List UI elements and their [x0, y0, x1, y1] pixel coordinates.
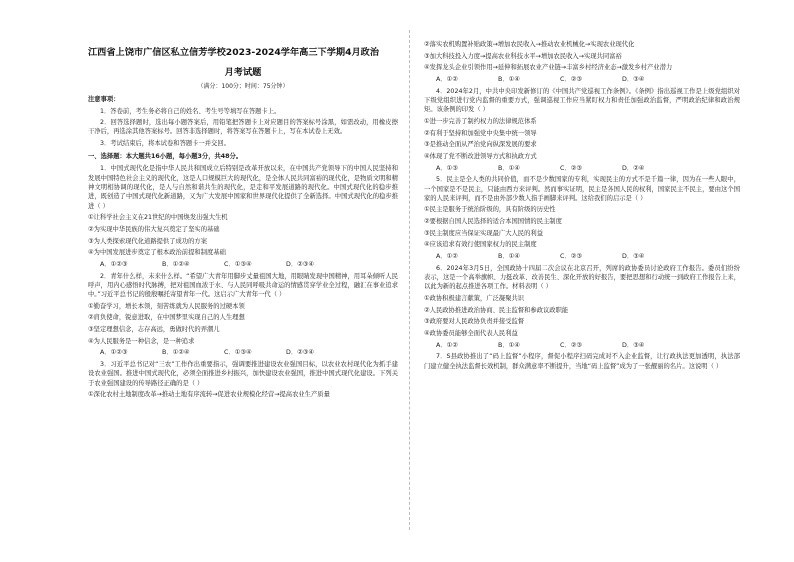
question-2-stem: 2．青年什么样，未来什么样。“希望广大青年用脚步丈量祖国大地，用眼睛发现中国精神，用耳朵倾听人民呼声，用内心感悟时代脉搏，把对祖国血浓于水、与人民同呼吸共命运的情感贯穿学业全过程，融汇在事业追求中。”习近平总书记的殷殷嘱托寄望青年一代。这启示广大青年一代（ ） — [88, 272, 398, 299]
question-3-option: ④发挥龙头企业引领作用→延伸和拓展农业产业链→丰富乡村经济业态→激发乡村产业潜力 — [424, 64, 673, 72]
question-3-stem: 3．习近平总书记对“三农”工作作出重要指示，强调要推进建设农业强国目标，以农业农村现代化为抓手建设农业强国。推进中国式现代化，必须全面推进乡村振兴，加快建设农业强国，推进中国式现代化建设。下列关于农业强国建设的传导路径正确的是（ ） — [88, 361, 398, 387]
question-2-option: ②肩负使命，锐意进取，在中国梦里实现自己的人生理想 — [88, 314, 245, 322]
question-4-answers — [436, 164, 740, 173]
answer-d: D．②④ — [622, 164, 645, 172]
question-2-option: ④为人民服务是一种信念，是一种追求 — [88, 337, 195, 345]
notice-item: 1．答卷前，考生务必将自己的姓名、考生号等填写在答题卡上。 — [100, 107, 281, 115]
question-5-option: ②要根据自国人民选择的适合本国国情的民主制度 — [424, 218, 562, 226]
question-2-option: ①勤奋学习，增长本领，刻苦练就为人民服务的过硬本领 — [88, 302, 245, 310]
right-column — [424, 40, 740, 373]
question-6-option: ①政协积极建言献策，广泛凝聚共识 — [424, 294, 525, 302]
answer-d: D．③④ — [622, 76, 645, 84]
question-3-option: ①深化农村土地制度改革→推动土地有序流转→促进农业规模化经营→提高农业生产质量 — [88, 391, 330, 399]
question-1-option: ③为人类探索现代化道路提供了成功的方案 — [88, 237, 207, 245]
answer-b: B．①④ — [498, 76, 520, 84]
section-heading: 一、选择题：本大题共16小题，每小题3分，共48分。 — [88, 153, 243, 161]
question-6-option: ②人民政协推进政治协商、民主监督和参政议政职能 — [424, 306, 569, 314]
notice-item: 3．考试结束后，将本试卷和答题卡一并交回。 — [100, 139, 230, 147]
answer-b: B．①②④ — [162, 260, 190, 268]
notice-item: 2．回答选择题时，选出每小题答案后，用铅笔把答题卡上对应题目的答案标号涂黑，如需改动，用橡皮擦干净后，再选涂其他答案标号。回答非选择题时，将答案写在答题卡上，写在本试卷上无效。 — [88, 119, 398, 136]
question-1-stem: 1．中国式现代化是指中华人民共和国成立后特别是改革开放以来，在中国共产党领导下的中国人民坚持和发展中国特色社会主义的现代化，这是人口规模巨大的现代化，是全体人民共同富裕的现代化，是物质文明和精神文明相协调的现代化，是人与自然和谐共生的现代化，是走和平发展道路的现代化。中国式现代化的稳步推进，既创造了中国式现代化新道路，又为广大发展中国家和世界现代化提供了全新选择。中国式现代化的稳步推进（ ） — [88, 165, 398, 210]
answer-a: A．①②③ — [100, 260, 128, 268]
answer-b: B．①④ — [498, 341, 520, 349]
question-6-stem: 6．2024年3月5日，全国政协十四届二次会议在北京召开，列席的政协委员讨论政府工作报告。委员们纷纷表示，这是一个高举旗帜、力挺改革、改善民生、深化开放的好报告，要把思想和行动统一到政府工作报告上来，以此为新的起点推进各项工作。材料表明（ ） — [424, 264, 740, 291]
question-4-option: ①进一步完善了制约权力的法律规范体系 — [424, 117, 537, 125]
answer-a: A．①② — [436, 253, 458, 261]
question-5-answers — [436, 252, 740, 261]
exam-subtitle: （满分：100分；时间：75分钟） — [197, 83, 289, 90]
question-3-option: ②落实农机购置补贴政策→增加农民收入→推动农业机械化→实现农业现代化 — [424, 41, 635, 48]
answer-c: C．②③ — [560, 341, 582, 349]
answer-c: C．①③④ — [224, 260, 252, 268]
answer-a: A．①② — [436, 76, 458, 84]
question-5-option: ③民主制度应当保证实现最广大人民的利益 — [424, 229, 543, 237]
answer-c: C．②③ — [560, 253, 582, 261]
answer-a: A．①②③ — [100, 349, 128, 357]
answer-c: C．①③④ — [224, 349, 252, 357]
question-5-stem: 5．民主是全人类的共同价值，而不是少数国家的专利，实现民主的方式不是千篇一律，因为在一些人眼中，一个国家是不是民主，只能由西方来评判。然而事实证明，民主是各国人民的权利，国家民主不民主，要由这个国家的人民来评判，而不是由外部少数人指手画脚来评判。这给我们的启示是（ ） — [424, 176, 740, 202]
answer-c: C．②③ — [560, 76, 582, 84]
question-1-answers — [100, 260, 398, 269]
answer-d: D．②③④ — [286, 260, 315, 268]
question-6-answers — [436, 341, 740, 350]
question-5-option: ①民主是服务于统治阶级的，具有阶级的历史性 — [424, 206, 556, 214]
question-1-option: ②为实现中华民族的伟大复兴奠定了坚实的基础 — [88, 225, 220, 233]
answer-b: B．①④ — [498, 253, 520, 261]
answer-b: B．①②④ — [162, 349, 190, 357]
question-2-answers — [100, 348, 398, 357]
exam-title: 江西省上饶市广信区私立信芳学校2023-2024学年高三下学期4月政治 — [88, 47, 380, 58]
question-1-option: ④为中国发展进步奠定了根本政治前提和制度基础 — [88, 249, 226, 257]
notice-heading: 注意事项： — [88, 96, 120, 104]
answer-d: D．③④ — [622, 253, 645, 261]
question-4-option: ③是推动全面从严治党向纵深发展的要求 — [424, 141, 537, 149]
column-divider — [409, 30, 410, 530]
question-3-answers — [436, 75, 740, 84]
question-1-option: ①让科学社会主义在21世纪的中国焕发出强大生机 — [88, 214, 228, 222]
question-4-option: ②有利于坚持和加强党中央集中统一领导 — [424, 129, 537, 137]
question-6-option: ④政协委员能够全面代表人民利益 — [424, 329, 518, 337]
left-column — [88, 40, 398, 402]
answer-d: D．②③④ — [286, 349, 315, 357]
question-3-option: ③加大科技投入力度→提高农业科技水平→增加农民收入→实现共同富裕 — [424, 52, 622, 60]
question-4-option: ④体现了党不断改进领导方式和执政方式 — [424, 152, 537, 160]
exam-title-line2: 月考试题 — [224, 67, 262, 78]
answer-a: A．①③ — [436, 164, 458, 172]
answer-a: A．①② — [436, 341, 458, 349]
question-7-stem: 7．S县政协推出了“码上监督”小程序，督促小程序扫码完成对不入企业监督，让行政执法更加透明，执法部门建立健全执法监督长效机制，群众满意率不断提升，当地“码上监督”成为了一张靓丽的名片。这说明（ ） — [424, 353, 740, 370]
question-5-option: ④应该追求有效行使国家权力的民主制度 — [424, 241, 537, 249]
question-6-option: ③政府要对人民政协负责并接受监督 — [424, 318, 525, 326]
answer-c: C．②③ — [560, 164, 582, 172]
answer-d: D．③④ — [622, 341, 645, 349]
answer-b: B．①④ — [498, 164, 520, 172]
question-2-option: ③坚定理想信念，志存高远，勇做时代的弄潮儿 — [88, 326, 220, 334]
question-4-stem: 4．2024年2月，中共中央印发新修订的《中国共产党巡视工作条例》。《条例》指出巡视工作是上级党组织对下级党组织进行党内监督的重要方式，强调巡视工作应当紧盯权力和责任加强政治监督，严明政治纪律和政治规矩。该条例的印发（ ） — [424, 87, 740, 114]
